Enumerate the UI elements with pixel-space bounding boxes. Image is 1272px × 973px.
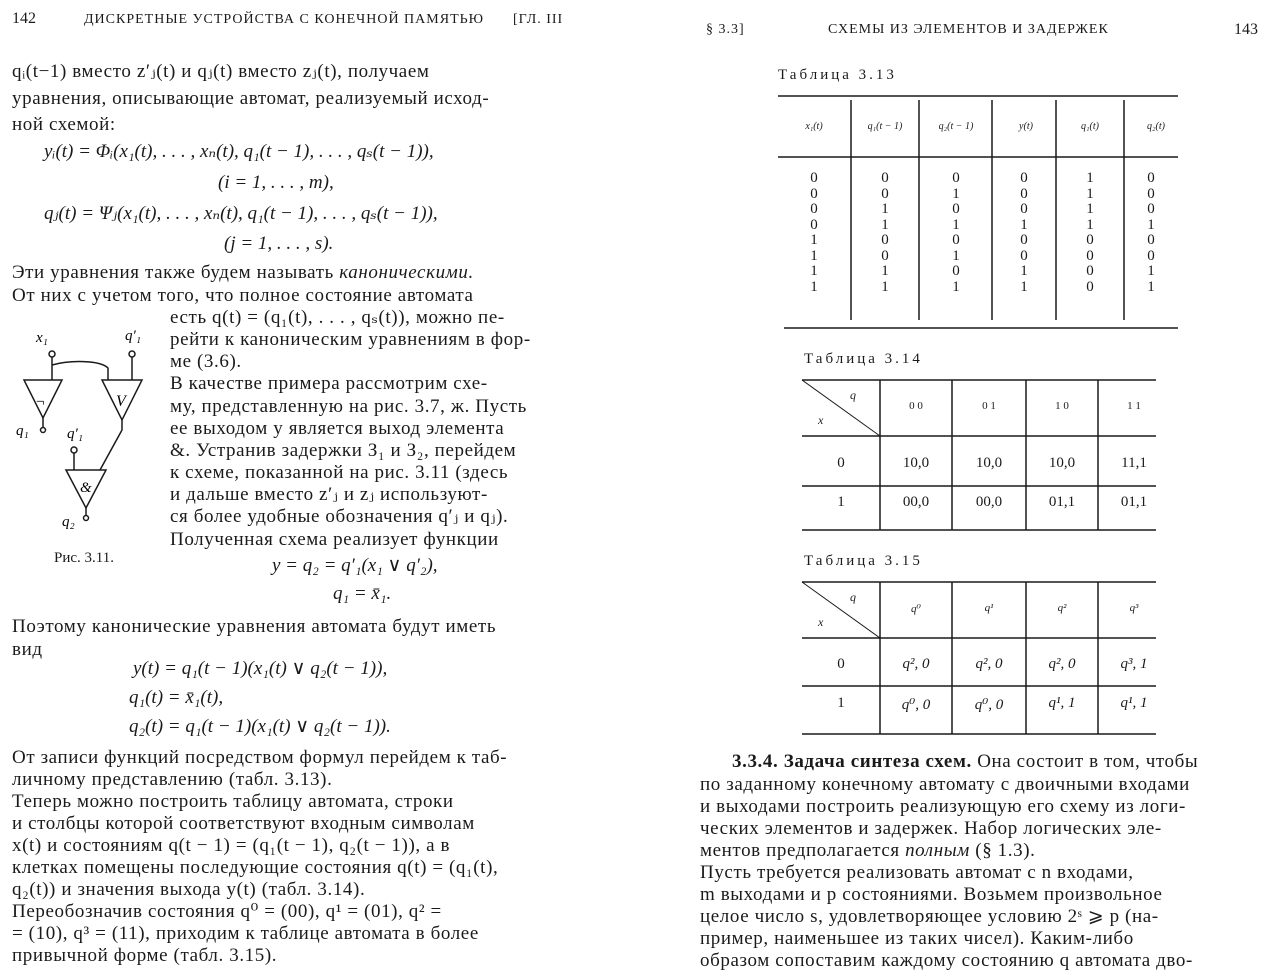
function-q1: q₁ = x̄₁.: [333, 583, 392, 604]
t313-cell: 0: [1020, 170, 1028, 186]
t313-cell: 0: [881, 247, 889, 264]
wrap-line-1: есть q(t) = (q₁(t), . . . , qₛ(t)), можно пе-: [170, 307, 505, 328]
t313-cell: 1: [1086, 201, 1094, 217]
final-line-6: клетках помещены последующие состояния q(t) = (q₁(t),: [12, 857, 499, 878]
t313-cell: 1: [952, 278, 960, 295]
t315-cell: q¹, 1: [1048, 695, 1076, 711]
t315-cell: q², 0: [975, 656, 1003, 672]
t315-col-header: q³: [1129, 602, 1139, 614]
wrap-line-6: ее выходом y является выход элемента: [170, 418, 505, 439]
t313-cell: 0: [952, 232, 960, 248]
t313-header-q1: q₁(t): [1081, 121, 1099, 132]
t314-col-header: 0 1: [982, 400, 996, 412]
t313-cell: 0: [1147, 170, 1155, 186]
section-ref: § 3.3]: [706, 22, 745, 37]
t314-cell: 10,0: [1048, 455, 1076, 471]
final-line-8: Переобозначив состояния q⁰ = (00), q¹ = (01), q² =: [12, 901, 442, 922]
label-q2: q₂: [62, 514, 75, 530]
section-line: и выходами построить реализующую его схему из логи-: [700, 796, 1186, 817]
t314-col-header: 0 0: [909, 400, 923, 412]
final-line-4: и столбцы которой соответствуют входным символам: [12, 813, 475, 834]
t313-cell: 0: [1147, 185, 1155, 202]
t313-cell: 0: [1020, 201, 1028, 217]
page-number: 142: [12, 10, 36, 27]
t314-col-header: 1 0: [1055, 400, 1069, 412]
equation-y-range: (i = 1, . . . , m),: [218, 172, 334, 193]
final-line-7: q₂(t)) и значения выхода y(t) (табл. 3.14).: [12, 879, 366, 900]
t313-header-q1-prev: q₁(t − 1): [867, 121, 903, 132]
intro-line-3: ной схемой:: [12, 114, 116, 135]
equation-q-range: (j = 1, . . . , s).: [224, 233, 334, 254]
t313-cell: 0: [881, 185, 889, 202]
t314-row-x: 0: [837, 455, 845, 471]
chapter-ref: [ГЛ. III: [513, 12, 564, 27]
t313-cell: 1: [810, 263, 818, 279]
t313-cell: 0: [952, 170, 960, 186]
t314-cell: 01,1: [1048, 494, 1076, 510]
section-3-3-4-first-line: 3.3.4. Задача синтеза схем. Она состоит в том, чтобы: [732, 751, 1199, 772]
t314-cell: 10,0: [975, 455, 1003, 471]
hence-line-2: вид: [12, 639, 43, 660]
t315-corner-x: x: [818, 615, 824, 629]
t313-cell: 1: [810, 278, 818, 295]
t313-cell: 1: [881, 278, 889, 295]
section-line: пример, наименьшее из таких чисел). Каким-либо: [700, 928, 1134, 949]
equation-y: yᵢ(t) = Φᵢ(x₁(t), . . . , xₙ(t), q₁(t − 1), . . . , qₛ(t − 1)),: [44, 141, 434, 162]
t315-cell: q⁰, 0: [974, 697, 1004, 713]
table-3-15-grid: [636, 0, 1272, 740]
page-number: 143: [1234, 21, 1258, 38]
t313-cell: 0: [1086, 263, 1094, 279]
right-page: [636, 0, 1272, 972]
hence-line-1: Поэтому канонические уравнения автомата будут иметь: [12, 616, 497, 637]
t313-cell: 0: [1020, 232, 1028, 248]
t313-cell: 1: [952, 247, 960, 264]
wrap-line-2: рейти к каноническим уравнениям в фор-: [170, 329, 531, 350]
t313-cell: 0: [952, 201, 960, 217]
t315-col-header: q⁰: [911, 603, 921, 615]
t314-col-header: 1 1: [1127, 400, 1141, 412]
t313-header-x1: x₁(t): [805, 121, 823, 132]
canonical-line-1: Эти уравнения также будем называть каноническими.: [12, 262, 474, 283]
t313-cell: 1: [881, 263, 889, 279]
t313-cell: 1: [1086, 216, 1094, 233]
t313-cell: 0: [810, 185, 818, 202]
wrap-line-8: к схеме, показанной на рис. 3.11 (здесь: [170, 462, 509, 483]
t313-cell: 0: [952, 263, 960, 279]
canonical-eq-3: q₂(t) = q₁(t − 1)(x₁(t) ∨ q₂(t − 1)).: [129, 716, 391, 737]
t313-cell: 0: [810, 170, 818, 186]
table-3-15-caption: Таблица 3.15: [804, 553, 923, 569]
t313-cell: 0: [1147, 247, 1155, 264]
t313-cell: 1: [1020, 263, 1028, 279]
equation-q: qⱼ(t) = Ψⱼ(x₁(t), . . . , xₙ(t), q₁(t − 1), . . . , qₛ(t − 1)),: [44, 203, 438, 224]
t314-cell: 11,1: [1121, 455, 1147, 471]
final-line-10: привычной форме (табл. 3.15).: [12, 945, 278, 966]
t313-cell: 1: [1020, 278, 1028, 295]
wrap-line-3: ме (3.6).: [170, 351, 242, 372]
gate-not-label: ¬: [36, 394, 45, 410]
wrap-line-10: ся более удобные обозначения q′ⱼ и qⱼ).: [170, 506, 509, 527]
t315-cell: q⁰, 0: [901, 697, 931, 713]
t313-header-y: y(t): [1019, 121, 1033, 132]
t313-cell: 1: [810, 247, 818, 264]
intro-line-2: уравнения, описывающие автомат, реализуемый исход-: [12, 88, 490, 109]
figure-caption: Рис. 3.11.: [54, 550, 114, 566]
canonical-eq-2: q₁(t) = x̄₁(t),: [129, 687, 224, 708]
t313-cell: 0: [1086, 278, 1094, 295]
t313-cell: 0: [1020, 247, 1028, 264]
final-line-2: личному представлению (табл. 3.13).: [12, 769, 333, 790]
final-line-5: x(t) и состояниям q(t − 1) = (q₁(t − 1), q₂(t − 1)), а в: [12, 835, 451, 856]
canonical-line-2: От них с учетом того, что полное состояние автомата: [12, 285, 474, 306]
section-line: ческих элементов и задержек. Набор логических эле-: [700, 818, 1162, 839]
t314-corner-x: x: [818, 413, 824, 427]
function-y: y = q₂ = q′₁(x₁ ∨ q′₂),: [272, 555, 438, 576]
t313-cell: 1: [1147, 263, 1155, 279]
t313-cell: 1: [881, 201, 889, 217]
t314-cell: 01,1: [1120, 494, 1148, 510]
t315-cell: q¹, 1: [1120, 695, 1148, 711]
t314-cell: 00,0: [975, 494, 1003, 510]
t314-cell: 00,0: [902, 494, 930, 510]
t315-col-header: q¹: [984, 602, 994, 614]
t313-cell: 0: [881, 170, 889, 186]
t315-row-x: 1: [837, 695, 845, 711]
section-line: по заданному конечному автомату с двоичными входами: [700, 774, 1190, 795]
canonical-eq-1: y(t) = q₁(t − 1)(x₁(t) ∨ q₂(t − 1)),: [133, 658, 388, 679]
t313-cell: 1: [952, 216, 960, 233]
t313-cell: 0: [810, 201, 818, 217]
final-line-1: От записи функций посредством формул перейдем к таб-: [12, 747, 508, 768]
label-q1-prime: q′₁: [67, 426, 83, 442]
t313-cell: 1: [1086, 170, 1094, 186]
wrap-line-5: му, представленную на рис. 3.7, ж. Пусть: [170, 396, 527, 417]
section-line: Пусть требуется реализовать автомат с n входами,: [700, 862, 1134, 883]
t314-corner-q: q: [850, 388, 856, 402]
t313-header-q2: q₂(t): [1147, 121, 1165, 132]
t313-header-q2-prev: q₂(t − 1): [938, 121, 974, 132]
wrap-line-11: Полученная схема реализует функции: [170, 529, 499, 550]
t313-cell: 0: [1147, 201, 1155, 217]
t315-cell: q³, 1: [1120, 656, 1148, 672]
wrap-line-4: В качестве примера рассмотрим схе-: [170, 373, 488, 394]
t313-cell: 1: [1086, 185, 1094, 202]
gate-and-label: &: [80, 480, 92, 496]
label-q1: q₁: [16, 423, 29, 439]
t315-col-header: q²: [1057, 602, 1067, 614]
t314-cell: 10,0: [902, 455, 930, 471]
label-x1: x₁: [36, 330, 48, 346]
t315-corner-q: q: [850, 590, 856, 604]
wrap-line-9: и дальше вместо z′ⱼ и zⱼ используют-: [170, 484, 488, 505]
section-line: m выходами и p состояниями. Возьмем произвольное: [700, 884, 1163, 905]
t313-cell: 0: [1020, 185, 1028, 202]
t313-cell: 0: [810, 216, 818, 233]
t313-cell: 1: [881, 216, 889, 233]
running-head: ДИСКРЕТНЫЕ УСТРОЙСТВА С КОНЕЧНОЙ ПАМЯТЬЮ: [84, 12, 485, 27]
intro-line-1: qᵢ(t−1) вместо z′ⱼ(t) и qⱼ(t) вместо zⱼ(t), получаем: [12, 61, 430, 82]
table-3-14-caption: Таблица 3.14: [804, 351, 923, 367]
table-3-13-caption: Таблица 3.13: [778, 67, 897, 83]
wrap-line-7: &. Устранив задержки З₁ и З₂, перейдем: [170, 440, 517, 461]
t313-cell: 0: [1086, 232, 1094, 248]
t313-cell: 1: [1147, 216, 1155, 233]
section-line: образом сопоставим каждому состоянию q автомата дво-: [700, 950, 1193, 971]
final-line-3: Теперь можно построить таблицу автомата, строки: [12, 791, 454, 812]
t314-row-x: 1: [837, 494, 845, 510]
running-head: СХЕМЫ ИЗ ЭЛЕМЕНТОВ И ЗАДЕРЖЕК: [828, 22, 1109, 37]
final-line-9: = (10), q³ = (11), приходим к таблице автомата в более: [12, 923, 479, 944]
t313-cell: 0: [881, 232, 889, 248]
t315-cell: q², 0: [1048, 656, 1076, 672]
gate-or-label: V: [116, 393, 126, 410]
t313-cell: 1: [952, 185, 960, 202]
circuit-figure: [0, 320, 165, 540]
section-line: целое число s, удовлетворяющее условию 2ˢ ⩾ p (на-: [700, 906, 1159, 927]
t313-cell: 0: [1147, 232, 1155, 248]
t315-cell: q², 0: [902, 656, 930, 672]
t313-cell: 0: [1086, 247, 1094, 264]
left-page: [0, 0, 636, 972]
t313-cell: 1: [810, 232, 818, 248]
section-line-complete: ментов предполагается полным (§ 1.3).: [700, 840, 1036, 861]
section-heading: 3.3.4. Задача синтеза схем.: [732, 751, 972, 772]
t313-cell: 1: [1147, 278, 1155, 295]
label-q1-prime-top: q′₁: [125, 328, 141, 344]
t315-row-x: 0: [837, 656, 845, 672]
t313-cell: 1: [1020, 216, 1028, 233]
